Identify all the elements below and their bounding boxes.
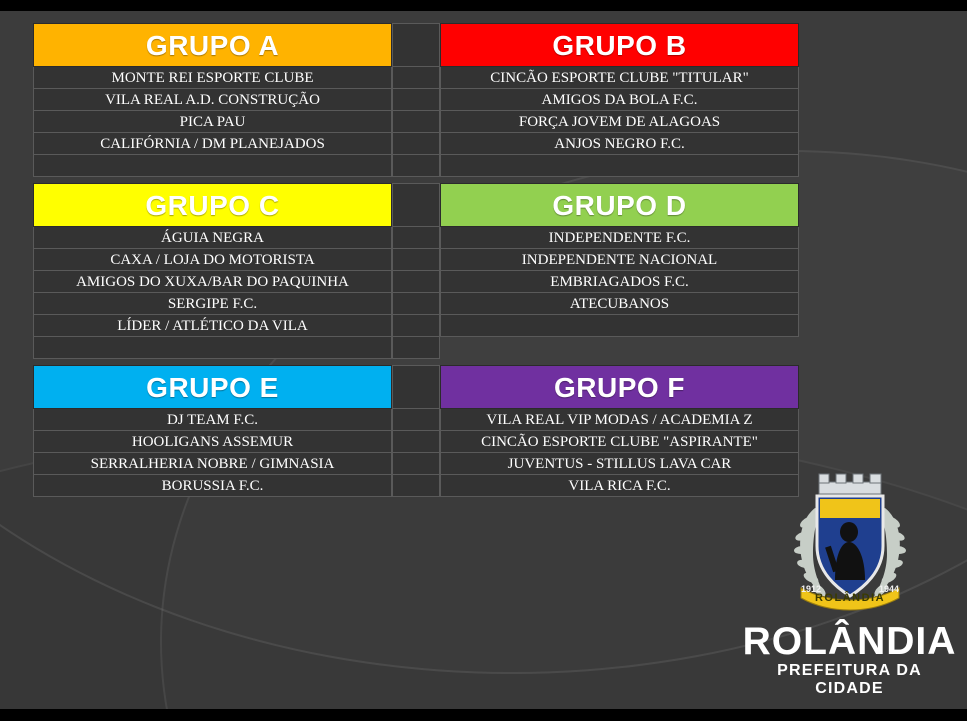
group-row-ef bbox=[33, 365, 799, 497]
group-e-team-4: BORUSSIA F.C. bbox=[33, 475, 392, 497]
group-e-team-3: SERRALHERIA NOBRE / GIMNASIA bbox=[33, 453, 392, 475]
group-d-header: GRUPO D bbox=[440, 183, 799, 227]
top-border-strip bbox=[0, 0, 967, 11]
group-a-team-5 bbox=[33, 155, 392, 177]
group-d-team-4: ATECUBANOS bbox=[440, 293, 799, 315]
group-c-header: GRUPO C bbox=[33, 183, 392, 227]
divider-cell bbox=[392, 23, 440, 67]
group-c-team-3: AMIGOS DO XUXA/BAR DO PAQUINHA bbox=[33, 271, 392, 293]
group-e-header: GRUPO E bbox=[33, 365, 392, 409]
divider-cell bbox=[392, 183, 440, 227]
group-ab-divider-column bbox=[392, 23, 440, 177]
group-c-team-6 bbox=[33, 337, 392, 359]
divider-cell bbox=[392, 453, 440, 475]
divider-cell bbox=[392, 249, 440, 271]
group-b-team-1: CINCÃO ESPORTE CLUBE "TITULAR" bbox=[440, 67, 799, 89]
divider-cell bbox=[392, 315, 440, 337]
divider-cell bbox=[392, 111, 440, 133]
divider-cell bbox=[392, 409, 440, 431]
city-logo bbox=[742, 470, 957, 698]
group-f-team-4: VILA RICA F.C. bbox=[440, 475, 799, 497]
group-row-ab bbox=[33, 23, 799, 177]
group-c-team-5: LÍDER / ATLÉTICO DA VILA bbox=[33, 315, 392, 337]
group-b-team-5 bbox=[440, 155, 799, 177]
divider-cell bbox=[392, 271, 440, 293]
group-f-team-3: JUVENTUS - STILLUS LAVA CAR bbox=[440, 453, 799, 475]
divider-cell bbox=[392, 133, 440, 155]
group-d-team-1: INDEPENDENTE F.C. bbox=[440, 227, 799, 249]
divider-cell bbox=[392, 155, 440, 177]
group-f-team-1: VILA REAL VIP MODAS / ACADEMIA Z bbox=[440, 409, 799, 431]
group-block-b bbox=[440, 23, 799, 177]
group-a-team-4: CALIFÓRNIA / DM PLANEJADOS bbox=[33, 133, 392, 155]
groups-board bbox=[33, 23, 799, 497]
group-block-c bbox=[33, 183, 392, 359]
group-c-team-1: ÁGUIA NEGRA bbox=[33, 227, 392, 249]
crest-year-right: 1944 bbox=[878, 584, 899, 594]
bottom-border-strip bbox=[0, 709, 967, 721]
group-a-team-3: PICA PAU bbox=[33, 111, 392, 133]
group-a-team-1: MONTE REI ESPORTE CLUBE bbox=[33, 67, 392, 89]
divider-cell bbox=[392, 337, 440, 359]
divider-cell bbox=[392, 227, 440, 249]
group-c-team-4: SERGIPE F.C. bbox=[33, 293, 392, 315]
group-block-a bbox=[33, 23, 392, 177]
group-d-team-2: INDEPENDENTE NACIONAL bbox=[440, 249, 799, 271]
group-b-team-2: AMIGOS DA BOLA F.C. bbox=[440, 89, 799, 111]
group-block-d bbox=[440, 183, 799, 359]
crest-year-left: 1912 bbox=[800, 584, 821, 594]
group-block-e bbox=[33, 365, 392, 497]
city-name: ROLÂNDIA bbox=[742, 620, 957, 663]
divider-cell bbox=[392, 475, 440, 497]
group-c-team-2: CAXA / LOJA DO MOTORISTA bbox=[33, 249, 392, 271]
coat-of-arms-icon bbox=[785, 470, 915, 620]
group-e-team-1: DJ TEAM F.C. bbox=[33, 409, 392, 431]
group-e-team-2: HOOLIGANS ASSEMUR bbox=[33, 431, 392, 453]
group-f-team-2: CINCÃO ESPORTE CLUBE "ASPIRANTE" bbox=[440, 431, 799, 453]
group-d-team-3: EMBRIAGADOS F.C. bbox=[440, 271, 799, 293]
group-b-header: GRUPO B bbox=[440, 23, 799, 67]
group-b-team-4: ANJOS NEGRO F.C. bbox=[440, 133, 799, 155]
divider-cell bbox=[392, 67, 440, 89]
divider-cell bbox=[392, 293, 440, 315]
group-ef-divider-column bbox=[392, 365, 440, 497]
group-a-team-2: VILA REAL A.D. CONSTRUÇÃO bbox=[33, 89, 392, 111]
city-subtitle: PREFEITURA DA CIDADE bbox=[777, 662, 922, 697]
crest-banner-text: ROLÂNDIA bbox=[814, 592, 885, 604]
group-row-cd bbox=[33, 183, 799, 359]
divider-cell bbox=[392, 89, 440, 111]
group-b-team-3: FORÇA JOVEM DE ALAGOAS bbox=[440, 111, 799, 133]
group-a-header: GRUPO A bbox=[33, 23, 392, 67]
divider-cell bbox=[392, 365, 440, 409]
group-f-header: GRUPO F bbox=[440, 365, 799, 409]
group-d-team-5 bbox=[440, 315, 799, 337]
group-cd-divider-column bbox=[392, 183, 440, 359]
divider-cell bbox=[392, 431, 440, 453]
